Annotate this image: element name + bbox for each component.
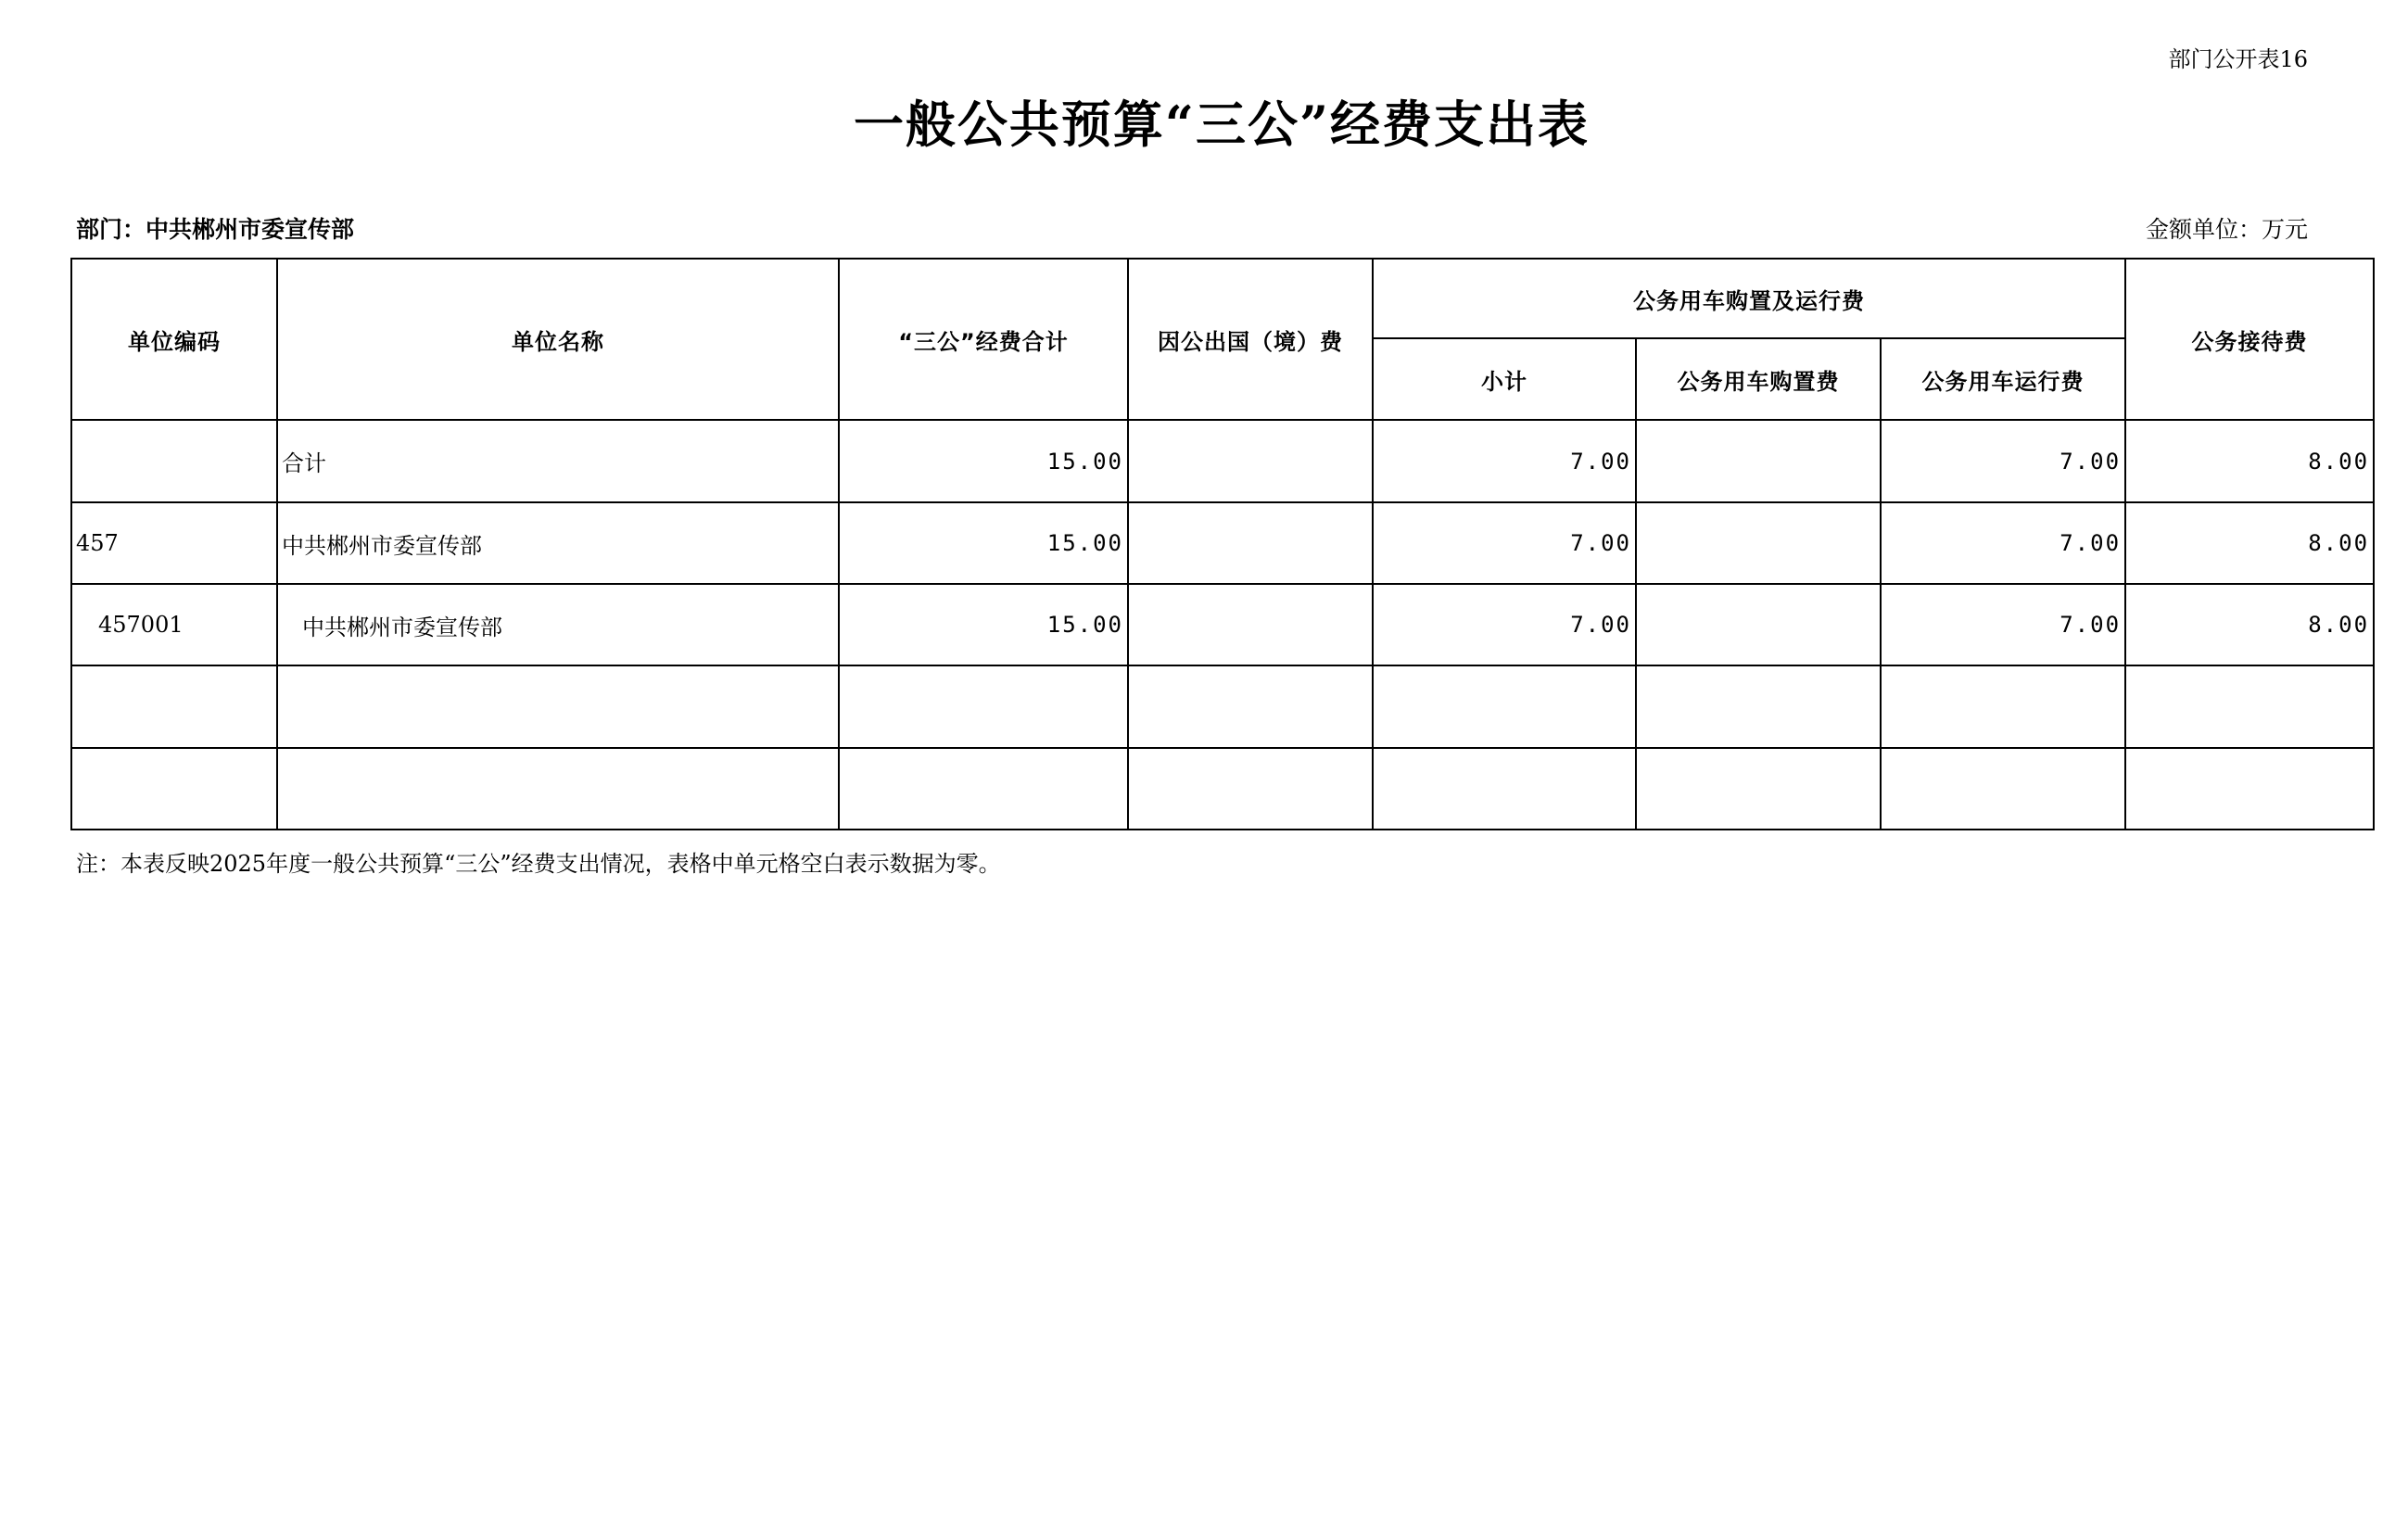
- header-total: “三公”经费合计: [839, 259, 1128, 420]
- header-reception: 公务接待费: [2125, 259, 2374, 420]
- cell-subtotal: 7.00: [1373, 502, 1636, 584]
- cell-name: 合计: [277, 420, 839, 502]
- cell-name: [277, 665, 839, 748]
- cell-operation: [1881, 748, 2125, 830]
- cell-reception: 8.00: [2125, 502, 2374, 584]
- cell-subtotal: [1373, 748, 1636, 830]
- table-row: [71, 502, 2374, 584]
- cell-name: 中共郴州市委宣传部: [277, 502, 839, 584]
- header-unit-code: 单位编码: [71, 259, 277, 420]
- cell-code: [71, 665, 277, 748]
- cell-total: 15.00: [839, 420, 1128, 502]
- cell-abroad: [1128, 665, 1373, 748]
- cell-operation: 7.00: [1881, 420, 2125, 502]
- page-title: 一般公共预算“三公”经费支出表: [853, 95, 1591, 154]
- cell-purchase: [1636, 584, 1881, 665]
- cell-purchase: [1636, 420, 1881, 502]
- header-vehicle-purchase: 公务用车购置费: [1636, 338, 1881, 420]
- cell-reception: 8.00: [2125, 584, 2374, 665]
- cell-reception: [2125, 748, 2374, 830]
- form-number: 部门公开表16: [2168, 46, 2308, 72]
- cell-reception: 8.00: [2125, 420, 2374, 502]
- table-row: [71, 584, 2374, 665]
- cell-code: [71, 748, 277, 830]
- table-note: 注：本表反映2025年度一般公共预算“三公”经费支出情况，表格中单元格空白表示数据为零。: [76, 851, 1001, 877]
- cell-subtotal: 7.00: [1373, 584, 1636, 665]
- cell-abroad: [1128, 748, 1373, 830]
- cell-operation: 7.00: [1881, 584, 2125, 665]
- cell-operation: [1881, 665, 2125, 748]
- cell-code: 457: [71, 502, 277, 584]
- cell-operation: 7.00: [1881, 502, 2125, 584]
- cell-name: 中共郴州市委宣传部: [277, 584, 839, 665]
- cell-purchase: [1636, 502, 1881, 584]
- cell-abroad: [1128, 584, 1373, 665]
- cell-total: 15.00: [839, 502, 1128, 584]
- cell-purchase: [1636, 748, 1881, 830]
- cell-name: [277, 748, 839, 830]
- header-subtotal: 小计: [1373, 338, 1636, 420]
- header-vehicle-operation: 公务用车运行费: [1881, 338, 2125, 420]
- amount-unit-label: 金额单位：万元: [2145, 216, 2308, 243]
- header-vehicle-group: 公务用车购置及运行费: [1373, 259, 2125, 338]
- cell-code: [71, 420, 277, 502]
- table-row: [71, 420, 2374, 502]
- cell-total: 15.00: [839, 584, 1128, 665]
- cell-code: 457001: [71, 584, 277, 665]
- cell-total: [839, 665, 1128, 748]
- cell-subtotal: [1373, 665, 1636, 748]
- cell-abroad: [1128, 420, 1373, 502]
- department-label: 部门：中共郴州市委宣传部: [76, 216, 355, 243]
- cell-subtotal: 7.00: [1373, 420, 1636, 502]
- table-row: [71, 748, 2374, 830]
- table-row: [71, 665, 2374, 748]
- cell-purchase: [1636, 665, 1881, 748]
- cell-abroad: [1128, 502, 1373, 584]
- expenditure-table: [70, 258, 2375, 830]
- cell-reception: [2125, 665, 2374, 748]
- cell-total: [839, 748, 1128, 830]
- header-unit-name: 单位名称: [277, 259, 839, 420]
- header-abroad: 因公出国（境）费: [1128, 259, 1373, 420]
